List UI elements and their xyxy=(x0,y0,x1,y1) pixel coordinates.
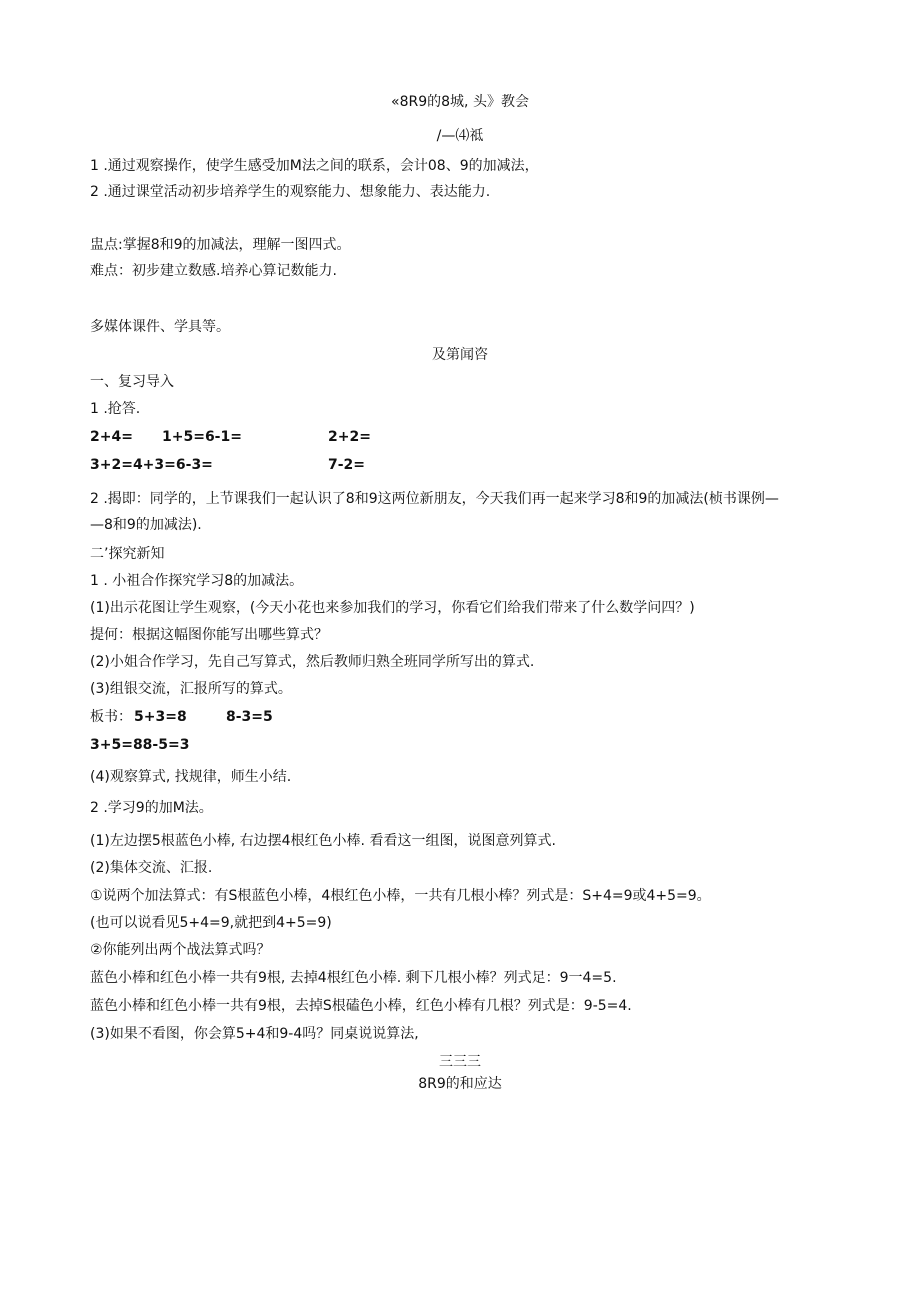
footer-line-2: 8R9的和应达 xyxy=(418,1076,502,1092)
board-label: 板书： xyxy=(90,709,132,725)
equation: 5+3=8 xyxy=(134,709,187,725)
step-1-question: 提何：根据这幅图你能写出哪些算式？ xyxy=(90,627,328,643)
equation: 1+5=6-1= xyxy=(162,429,242,445)
task-2b: (也可以说看见5+4=9,就把到4+5=9) xyxy=(90,915,332,931)
section2-item2: 2 .学习9的加M法。 xyxy=(90,800,213,816)
task-2d: 蓝色小棒和红色小棒一共有9根, 去掉4根红色小棒. 剩下几根小棒？列式足：9一4=5. xyxy=(90,970,617,986)
step-1: (1)出示花图让学生观察，(今天小花也来参加我们的学习，你看它们给我们带来了什么数学问四？) xyxy=(90,600,695,616)
document-subtitle: /—⑷祗 xyxy=(436,128,484,144)
equation: 7-2= xyxy=(328,457,366,473)
equation: 3+5=88-5=3 xyxy=(90,737,190,753)
task-2: (2)集体交流、汇报. xyxy=(90,860,213,876)
task-2e: 蓝色小棒和红色小棒一共有9根，去掉S根磕色小棒，红色小棒有几根？列式是：9-5=4. xyxy=(90,998,632,1014)
objective-1: 1 .通过观察操作，使学生感受加M法之间的联系，会计08、9的加减法， xyxy=(90,158,539,174)
section1-item2-line2: —8和9的加减法). xyxy=(90,517,202,533)
equation: 2+4= xyxy=(90,429,133,445)
task-2c: ②你能列出两个战法算式吗？ xyxy=(90,942,271,958)
task-2a: ①说两个加法算式：有S根蓝色小棒，4根红色小棒，一共有几根小棒？列式是：S+4=9或4+5=9。 xyxy=(90,888,711,904)
document-title: «8R9的8城, 头》教会 xyxy=(391,94,529,110)
equation: 8-3=5 xyxy=(226,709,273,725)
objective-2: 2 .通过课堂活动初步培养学生的观察能力、想象能力、表达能力. xyxy=(90,184,491,200)
key-point: 盅点:掌握8和9的加减法，理解一图四式。 xyxy=(90,237,351,253)
step-4: (4)观察算式, 找规律，师生小结. xyxy=(90,769,292,785)
equation: 2+2= xyxy=(328,429,371,445)
step-2: (2)小姐合作学习，先自己写算式，然后教师归熟全班同学所写出的算式. xyxy=(90,654,535,670)
section2-item1: 1 . 小祖合作探究学习8的加减法。 xyxy=(90,573,304,589)
task-3: (3)如果不看图，你会算5+4和9-4吗？同桌说说算法, xyxy=(90,1026,419,1042)
footer-line-1: 三三三 xyxy=(439,1054,481,1070)
equation: 3+2=4+3=6-3= xyxy=(90,457,213,473)
section1-item1: 1 .抢答. xyxy=(90,401,141,417)
section1-item2-line1: 2 .揭即：同学的，上节课我们一起认识了8和9这两位新朋友，今天我们再一起来学习8和9的加减法(桢书课例— xyxy=(90,491,779,507)
materials: 多媒体课件、学具等。 xyxy=(90,319,230,335)
process-title: 及第闻咨 xyxy=(432,347,488,363)
step-3: (3)组银交流，汇报所写的算式。 xyxy=(90,681,292,697)
section2-heading: 二’探究新知 xyxy=(90,546,165,562)
section1-heading: 一、复习导入 xyxy=(90,374,174,390)
task-1: (1)左边摆5根蓝色小棒, 右边摆4根红色小棒. 看看这一组图，说图意列算式. xyxy=(90,833,556,849)
difficulty: 难点：初步建立数感.培养心算记数能力. xyxy=(90,263,337,279)
